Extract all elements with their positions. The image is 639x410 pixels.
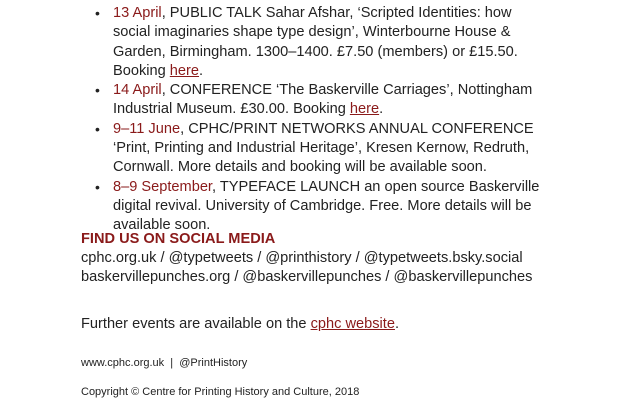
booking-link[interactable]: here — [349, 101, 380, 118]
bullet-icon: • — [95, 5, 100, 21]
event-description-end: . — [199, 62, 204, 79]
booking-link[interactable]: here — [169, 62, 200, 79]
further-events-label: Further events are available on the — [81, 316, 311, 332]
bullet-icon: • — [95, 178, 100, 195]
cphc-website-link[interactable]: cphc website — [310, 316, 395, 332]
bullet-icon: • — [95, 82, 100, 99]
event-item — [95, 178, 543, 236]
event-description-end: . — [379, 101, 384, 118]
event-item — [95, 120, 543, 178]
event-description: , CPHC/PRINT NETWORKS ANNUAL CONFERENCE ‘Print, Printing and Industrial Heritage’, Kresen Kernow, Redruth, Cornwall. More details and booking will be available soon. — [113, 120, 534, 176]
social-media-heading: FIND US ON SOCIAL MEDIA — [81, 231, 276, 247]
event-date: 14 April — [113, 82, 162, 99]
social-handles-line-1: cphc.org.uk / @typetweets / @printhistory / @typetweets.bsky.social — [81, 250, 523, 266]
event-description: , PUBLIC TALK Sahar Afshar, ‘Scripted Identities: how social imaginaries shape type design’, Winterbourne House & Garden, Birmingham. 1300–1400. £7.50 (members) or £15.50. Booking — [113, 5, 518, 79]
event-item — [95, 81, 543, 120]
bullet-icon: • — [95, 120, 100, 137]
event-date: 13 April — [113, 5, 162, 21]
social-handles-line-2: baskervillepunches.org / @baskervillepunches / @baskervillepunches — [81, 269, 533, 285]
event-description: , CONFERENCE ‘The Baskerville Carriages’, Nottingham Industrial Museum. £30.00. Booking — [113, 82, 533, 118]
further-events-text — [81, 316, 399, 332]
event-date: 8–9 September — [113, 178, 212, 195]
footer-links: www.cphc.org.uk | @PrintHistory — [81, 357, 248, 369]
event-item — [95, 4, 543, 81]
events-list — [95, 4, 543, 236]
event-date: 9–11 June — [113, 120, 181, 137]
copyright-notice: Copyright © Centre for Printing History and Culture, 2018 — [81, 386, 360, 398]
event-description: , TYPEFACE LAUNCH an open source Baskerville digital revival. University of Cambridge. Free. More details will be available soon. — [113, 178, 540, 234]
further-events-end: . — [394, 316, 400, 332]
